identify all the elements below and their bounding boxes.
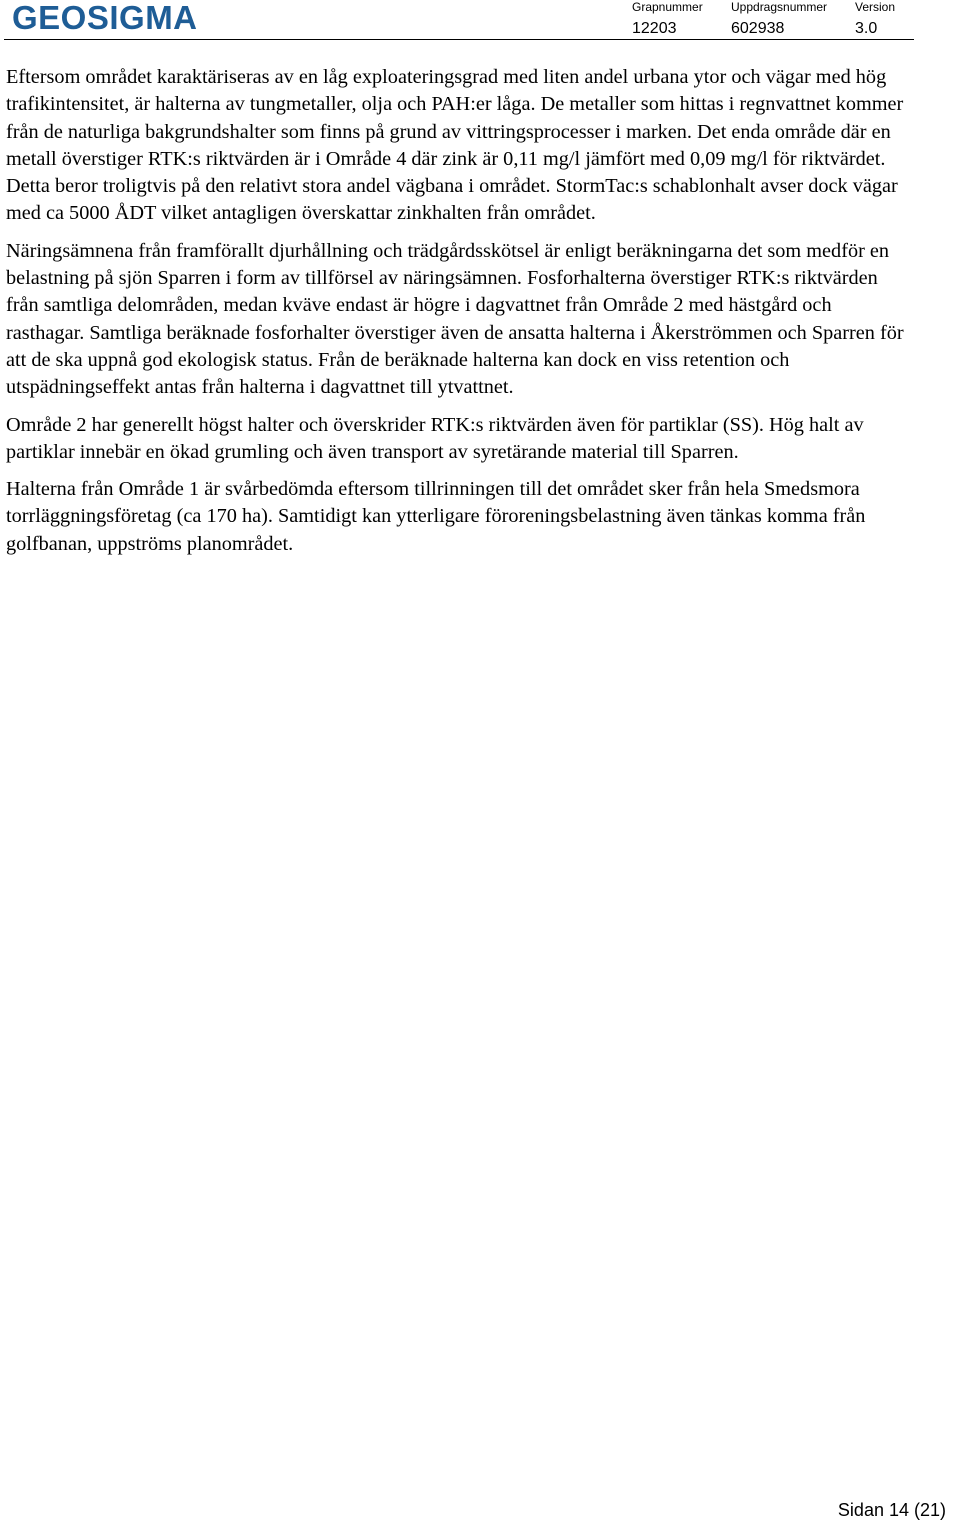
page-number: Sidan 14 (21) <box>837 1500 946 1520</box>
page-header <box>0 0 960 42</box>
version-label: Version <box>855 0 896 14</box>
grapnummer-value: 12203 <box>632 20 677 37</box>
version-value: 3.0 <box>855 20 878 37</box>
paragraph-metals: Eftersom området karaktäriseras av en låg exploateringsgrad med liten andel urbana ytor och vägar med hög trafikintensitet, är halterna av tungmetaller, olja och PAH:er låga. De metaller som hittas i regnvattnet kommer från de naturliga bakgrundshalter som finns på grund av vittringsprocesser i marken. Det enda område där en metall överstiger RTK:s riktvärden är i Område 4 där zink är 0,11 mg/l jämfört med 0,09 mg/l för riktvärdet. Detta beror troligtvis på den relativt stora andel vägbana i området. StormTac:s schablonhalt avser dock vägar med ca 5000 ÅDT vilket antagligen överskattar zinkhalten från området. <box>6 66 904 225</box>
paragraph-area-1: Halterna från Område 1 är svårbedömda eftersom tillrinningen till det området sker från hela Smedsmora torrläggningsföretag (ca 170 ha). Samtidigt kan ytterligare föroreningsbelastning även tänkas komma från golfbanan, uppströms planområdet. <box>6 478 866 555</box>
paragraph-nutrients: Näringsämnena från framförallt djurhållning och trädgårdsskötsel är enligt beräkningarna det som medför en belastning på sjön Sparren i form av tillförsel av näringsämnen. Fosforhalterna överstiger RTK:s riktvärden från samtliga delområden, medan kväve endast är högre i dagvattnet från Område 2 med hästgård och rasthagar. Samtliga beräknade fosforhalter överstiger även de ansatta halterna i Åkerströmmen och Sparren för att de ska uppnå god ekologisk status. Från de beräknade halterna kan dock en viss retention och utspädningseffekt antas från halterna i dagvattnet till ytvattnet. <box>6 239 904 399</box>
header-divider <box>4 39 914 40</box>
grapnummer-label: Grapnummer <box>632 0 703 14</box>
uppdragsnummer-label: Uppdragsnummer <box>731 0 828 14</box>
geosigma-logo: GEOSIGMA <box>12 0 198 36</box>
uppdragsnummer-field <box>731 0 827 39</box>
document-body <box>6 64 908 568</box>
paragraph-area-2: Område 2 har generellt högst halter och överskrider RTK:s riktvärden även för partiklar (SS). Hög halt av partiklar innebär en ökad grumling och även transport av syretärande material till Sparren. <box>6 413 864 463</box>
uppdragsnummer-value: 602938 <box>731 20 785 37</box>
grapnummer-field <box>632 0 703 39</box>
version-field <box>855 0 895 39</box>
